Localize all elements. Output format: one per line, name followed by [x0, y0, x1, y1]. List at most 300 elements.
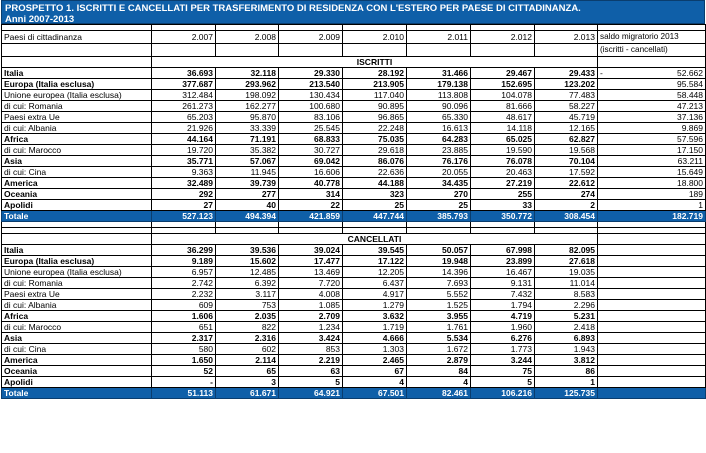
- table-row: [2, 68, 706, 79]
- value-cell: 3.632: [343, 311, 407, 322]
- title-line-1: PROSPETTO 1. ISCRITTI E CANCELLATI PER TRASFERIMENTO DI RESIDENZA CON L'ESTERO PER PAESE DI CITTADINANZA.: [5, 3, 581, 14]
- value-cell: 16.606: [279, 167, 343, 178]
- saldo-cell: [598, 178, 706, 189]
- value-cell: 13.469: [279, 267, 343, 278]
- total-value: 385.793: [407, 211, 471, 222]
- total-row: [2, 388, 706, 399]
- empty-cell: [598, 333, 706, 344]
- value-cell: 377.687: [152, 79, 216, 90]
- empty-cell: [598, 377, 706, 388]
- table-row: [2, 112, 706, 123]
- value-cell: 1.773: [471, 344, 535, 355]
- row-label: di cui: Cina: [2, 344, 152, 355]
- value-cell: 5: [279, 377, 343, 388]
- value-cell: 96.865: [343, 112, 407, 123]
- table-row: [2, 79, 706, 90]
- value-cell: 1.794: [471, 300, 535, 311]
- value-cell: 58.227: [535, 101, 598, 112]
- value-cell: 81.666: [471, 101, 535, 112]
- saldo-value: 47.213: [677, 101, 703, 111]
- value-cell: 2.035: [216, 311, 279, 322]
- table-row: [2, 90, 706, 101]
- value-cell: 69.042: [279, 156, 343, 167]
- value-cell: 2.742: [152, 278, 216, 289]
- value-cell: 2.418: [535, 322, 598, 333]
- table-row: [2, 245, 706, 256]
- saldo-value: 189: [688, 189, 703, 199]
- section-header-row: [2, 57, 706, 68]
- empty-cell: [598, 57, 706, 68]
- value-cell: 27.618: [535, 256, 598, 267]
- value-cell: 40.778: [279, 178, 343, 189]
- value-cell: 4.666: [343, 333, 407, 344]
- value-cell: 12.205: [343, 267, 407, 278]
- total-value: 447.744: [343, 211, 407, 222]
- value-cell: 1.761: [407, 322, 471, 333]
- value-cell: 4.917: [343, 289, 407, 300]
- value-cell: 30.727: [279, 145, 343, 156]
- value-cell: -: [152, 377, 216, 388]
- value-cell: 651: [152, 322, 216, 333]
- total-label: Totale: [2, 388, 152, 399]
- row-label: di cui: Albania: [2, 123, 152, 134]
- value-cell: 9.363: [152, 167, 216, 178]
- empty-cell: [598, 355, 706, 366]
- value-cell: 9.131: [471, 278, 535, 289]
- value-cell: 19.948: [407, 256, 471, 267]
- saldo-cell: [598, 79, 706, 90]
- value-cell: 84: [407, 366, 471, 377]
- empty-cell: [598, 300, 706, 311]
- value-cell: 65.203: [152, 112, 216, 123]
- value-cell: 39.545: [343, 245, 407, 256]
- total-value: 51.113: [152, 388, 216, 399]
- value-cell: 27.219: [471, 178, 535, 189]
- value-cell: 2.317: [152, 333, 216, 344]
- value-cell: 3.812: [535, 355, 598, 366]
- section-header-row: [2, 234, 706, 245]
- total-label: Totale: [2, 211, 152, 222]
- saldo-value: 57.596: [677, 134, 703, 144]
- table-row: [2, 156, 706, 167]
- header-year: 2.012: [471, 31, 535, 44]
- row-label: America: [2, 178, 152, 189]
- value-cell: 1.279: [343, 300, 407, 311]
- value-cell: 14.396: [407, 267, 471, 278]
- value-cell: 11.945: [216, 167, 279, 178]
- value-cell: 753: [216, 300, 279, 311]
- row-label: Paesi extra Ue: [2, 112, 152, 123]
- table-body: [2, 25, 706, 399]
- value-cell: 277: [216, 189, 279, 200]
- value-cell: 853: [279, 344, 343, 355]
- empty-cell: [598, 322, 706, 333]
- value-cell: 16.467: [471, 267, 535, 278]
- total-value: 125.735: [535, 388, 598, 399]
- saldo-cell: [598, 112, 706, 123]
- value-cell: 123.202: [535, 79, 598, 90]
- value-cell: 270: [407, 189, 471, 200]
- value-cell: 32.118: [216, 68, 279, 79]
- value-cell: 6.276: [471, 333, 535, 344]
- value-cell: 1.606: [152, 311, 216, 322]
- empty-cell: [598, 278, 706, 289]
- value-cell: 2.296: [535, 300, 598, 311]
- value-cell: 4: [343, 377, 407, 388]
- row-label: Italia: [2, 68, 152, 79]
- value-cell: 117.040: [343, 90, 407, 101]
- header-year: 2.007: [152, 31, 216, 44]
- value-cell: 25: [407, 200, 471, 211]
- row-label: di cui: Albania: [2, 300, 152, 311]
- empty-cell: [598, 311, 706, 322]
- saldo-value: 58.448: [677, 90, 703, 100]
- value-cell: 25.545: [279, 123, 343, 134]
- value-cell: 100.680: [279, 101, 343, 112]
- value-cell: 29.433: [535, 68, 598, 79]
- value-cell: 261.273: [152, 101, 216, 112]
- value-cell: 36.693: [152, 68, 216, 79]
- value-cell: 6.437: [343, 278, 407, 289]
- value-cell: 29.330: [279, 68, 343, 79]
- value-cell: 1.234: [279, 322, 343, 333]
- value-cell: 17.122: [343, 256, 407, 267]
- saldo-cell: [598, 134, 706, 145]
- table-row: [2, 178, 706, 189]
- value-cell: 31.466: [407, 68, 471, 79]
- value-cell: 23.899: [471, 256, 535, 267]
- row-label: Unione europea (Italia esclusa): [2, 90, 152, 101]
- value-cell: 15.602: [216, 256, 279, 267]
- table-row: [2, 145, 706, 156]
- value-cell: 2.879: [407, 355, 471, 366]
- saldo-value: 9.869: [681, 123, 703, 133]
- empty-cell: [598, 366, 706, 377]
- value-cell: 3.424: [279, 333, 343, 344]
- value-cell: 75.035: [343, 134, 407, 145]
- value-cell: 16.613: [407, 123, 471, 134]
- value-cell: 9.189: [152, 256, 216, 267]
- value-cell: 19.568: [535, 145, 598, 156]
- value-cell: 76.176: [407, 156, 471, 167]
- value-cell: 25: [343, 200, 407, 211]
- table-row: [2, 167, 706, 178]
- value-cell: 68.833: [279, 134, 343, 145]
- value-cell: 39.536: [216, 245, 279, 256]
- header-saldo-line-2: (iscritti - cancellati): [598, 44, 706, 57]
- value-cell: 1: [535, 377, 598, 388]
- value-cell: 3: [216, 377, 279, 388]
- row-label: Unione europea (Italia esclusa): [2, 267, 152, 278]
- value-cell: 6.392: [216, 278, 279, 289]
- total-value: 64.921: [279, 388, 343, 399]
- value-cell: 292: [152, 189, 216, 200]
- value-cell: 130.434: [279, 90, 343, 101]
- value-cell: 1.719: [343, 322, 407, 333]
- table-row: [2, 278, 706, 289]
- table-row: [2, 366, 706, 377]
- value-cell: 602: [216, 344, 279, 355]
- value-cell: 65: [216, 366, 279, 377]
- value-cell: 82.095: [535, 245, 598, 256]
- value-cell: 65.025: [471, 134, 535, 145]
- saldo-value: 18.800: [677, 178, 703, 188]
- saldo-value: 1: [698, 200, 703, 210]
- value-cell: 255: [471, 189, 535, 200]
- value-cell: 274: [535, 189, 598, 200]
- value-cell: 1.650: [152, 355, 216, 366]
- value-cell: 28.192: [343, 68, 407, 79]
- value-cell: 11.014: [535, 278, 598, 289]
- saldo-cell: [598, 123, 706, 134]
- value-cell: 3.244: [471, 355, 535, 366]
- value-cell: 86: [535, 366, 598, 377]
- value-cell: 198.092: [216, 90, 279, 101]
- value-cell: 22: [279, 200, 343, 211]
- table-title: [1, 0, 705, 24]
- value-cell: 1.085: [279, 300, 343, 311]
- table-row: [2, 311, 706, 322]
- total-value: 67.501: [343, 388, 407, 399]
- row-label: di cui: Marocco: [2, 322, 152, 333]
- value-cell: 23.885: [407, 145, 471, 156]
- value-cell: 75: [471, 366, 535, 377]
- value-cell: 12.485: [216, 267, 279, 278]
- saldo-cell: [598, 145, 706, 156]
- value-cell: 39.739: [216, 178, 279, 189]
- row-label: di cui: Marocco: [2, 145, 152, 156]
- value-cell: 22.248: [343, 123, 407, 134]
- header-year: 2.013: [535, 31, 598, 44]
- value-cell: 162.277: [216, 101, 279, 112]
- value-cell: 33.339: [216, 123, 279, 134]
- total-value: 350.772: [471, 211, 535, 222]
- value-cell: 2.114: [216, 355, 279, 366]
- value-cell: 5.534: [407, 333, 471, 344]
- table-row: [2, 256, 706, 267]
- value-cell: 22.612: [535, 178, 598, 189]
- value-cell: 95.870: [216, 112, 279, 123]
- value-cell: 8.583: [535, 289, 598, 300]
- value-cell: 5.552: [407, 289, 471, 300]
- value-cell: 3.117: [216, 289, 279, 300]
- table-row: [2, 355, 706, 366]
- value-cell: 17.592: [535, 167, 598, 178]
- value-cell: 29.467: [471, 68, 535, 79]
- header-row: [2, 31, 706, 44]
- value-cell: 44.164: [152, 134, 216, 145]
- value-cell: 36.299: [152, 245, 216, 256]
- value-cell: 323: [343, 189, 407, 200]
- table-row: [2, 267, 706, 278]
- row-label: Asia: [2, 156, 152, 167]
- table-row: [2, 377, 706, 388]
- header-country-label: Paesi di cittadinanza: [2, 31, 152, 44]
- value-cell: 6.957: [152, 267, 216, 278]
- total-value: 82.461: [407, 388, 471, 399]
- value-cell: 104.078: [471, 90, 535, 101]
- row-label: Oceania: [2, 366, 152, 377]
- row-label: Africa: [2, 134, 152, 145]
- value-cell: 1.672: [407, 344, 471, 355]
- header-saldo-line-1: saldo migratorio 2013: [598, 31, 706, 44]
- row-label: Italia: [2, 245, 152, 256]
- value-cell: 7.432: [471, 289, 535, 300]
- total-value: 527.123: [152, 211, 216, 222]
- row-label: Asia: [2, 333, 152, 344]
- value-cell: 113.808: [407, 90, 471, 101]
- header-year: 2.010: [343, 31, 407, 44]
- value-cell: 14.118: [471, 123, 535, 134]
- row-label: di cui: Romania: [2, 278, 152, 289]
- value-cell: 57.067: [216, 156, 279, 167]
- value-cell: 48.617: [471, 112, 535, 123]
- value-cell: 2.465: [343, 355, 407, 366]
- table-row: [2, 123, 706, 134]
- saldo-value: 15.649: [677, 167, 703, 177]
- value-cell: 1.960: [471, 322, 535, 333]
- saldo-value: 52.662: [677, 68, 703, 78]
- empty-cell: [2, 57, 152, 68]
- migration-table: [1, 24, 706, 399]
- total-value: 61.671: [216, 388, 279, 399]
- empty-cell: [598, 234, 706, 245]
- value-cell: 63: [279, 366, 343, 377]
- value-cell: 39.024: [279, 245, 343, 256]
- value-cell: 20.055: [407, 167, 471, 178]
- saldo-cell: [598, 101, 706, 112]
- total-value: 421.859: [279, 211, 343, 222]
- total-value: 106.216: [471, 388, 535, 399]
- value-cell: 314: [279, 189, 343, 200]
- row-label: Europa (Italia esclusa): [2, 256, 152, 267]
- value-cell: 152.695: [471, 79, 535, 90]
- value-cell: 5.231: [535, 311, 598, 322]
- row-label: Apolidi: [2, 377, 152, 388]
- value-cell: 44.188: [343, 178, 407, 189]
- saldo-cell: [598, 200, 706, 211]
- value-cell: 34.435: [407, 178, 471, 189]
- value-cell: 580: [152, 344, 216, 355]
- total-value: 494.394: [216, 211, 279, 222]
- row-label: Africa: [2, 311, 152, 322]
- value-cell: 65.330: [407, 112, 471, 123]
- empty-cell: [598, 267, 706, 278]
- empty-cell: [598, 388, 706, 399]
- saldo-cell: [598, 156, 706, 167]
- value-cell: 12.165: [535, 123, 598, 134]
- value-cell: 40: [216, 200, 279, 211]
- saldo-value: 37.136: [677, 112, 703, 122]
- total-saldo: 182.719: [598, 211, 706, 222]
- value-cell: 90.895: [343, 101, 407, 112]
- empty-cell: [598, 256, 706, 267]
- row-label: Europa (Italia esclusa): [2, 79, 152, 90]
- row-label: Paesi extra Ue: [2, 289, 152, 300]
- header-year: 2.009: [279, 31, 343, 44]
- value-cell: 29.618: [343, 145, 407, 156]
- value-cell: 19.035: [535, 267, 598, 278]
- section-title: CANCELLATI: [152, 234, 598, 245]
- value-cell: 2.316: [216, 333, 279, 344]
- value-cell: 2.232: [152, 289, 216, 300]
- value-cell: 50.057: [407, 245, 471, 256]
- value-cell: 90.096: [407, 101, 471, 112]
- table-row: [2, 344, 706, 355]
- value-cell: 4: [407, 377, 471, 388]
- value-cell: 21.926: [152, 123, 216, 134]
- title-line-2: Anni 2007-2013: [5, 14, 75, 25]
- row-label: di cui: Cina: [2, 167, 152, 178]
- value-cell: 19.720: [152, 145, 216, 156]
- value-cell: 3.955: [407, 311, 471, 322]
- saldo-cell: [598, 167, 706, 178]
- table-row: [2, 134, 706, 145]
- value-cell: 70.104: [535, 156, 598, 167]
- saldo-cell: [598, 68, 706, 79]
- saldo-cell: [598, 189, 706, 200]
- row-label: di cui: Romania: [2, 101, 152, 112]
- value-cell: 213.905: [343, 79, 407, 90]
- total-row: [2, 211, 706, 222]
- value-cell: 19.590: [471, 145, 535, 156]
- value-cell: 22.636: [343, 167, 407, 178]
- empty-cell: [598, 289, 706, 300]
- saldo-value: 95.584: [677, 79, 703, 89]
- value-cell: 35.771: [152, 156, 216, 167]
- value-cell: 1.943: [535, 344, 598, 355]
- value-cell: 62.827: [535, 134, 598, 145]
- header-year: 2.008: [216, 31, 279, 44]
- row-label: Apolidi: [2, 200, 152, 211]
- value-cell: 67: [343, 366, 407, 377]
- value-cell: 20.463: [471, 167, 535, 178]
- value-cell: 64.283: [407, 134, 471, 145]
- saldo-value: 63.211: [677, 156, 703, 166]
- value-cell: 609: [152, 300, 216, 311]
- header-row-2: [2, 44, 706, 57]
- table-row: [2, 322, 706, 333]
- value-cell: 17.477: [279, 256, 343, 267]
- row-label: Oceania: [2, 189, 152, 200]
- value-cell: 4.719: [471, 311, 535, 322]
- value-cell: 35.382: [216, 145, 279, 156]
- table-row: [2, 189, 706, 200]
- value-cell: 1.525: [407, 300, 471, 311]
- empty-cell: [2, 234, 152, 245]
- value-cell: 86.076: [343, 156, 407, 167]
- value-cell: 27: [152, 200, 216, 211]
- value-cell: 67.998: [471, 245, 535, 256]
- value-cell: 312.484: [152, 90, 216, 101]
- value-cell: 52: [152, 366, 216, 377]
- table-row: [2, 101, 706, 112]
- value-cell: 4.008: [279, 289, 343, 300]
- value-cell: 7.693: [407, 278, 471, 289]
- empty-cell: [598, 344, 706, 355]
- statistics-sheet: [1, 0, 705, 399]
- value-cell: 2: [535, 200, 598, 211]
- table-row: [2, 333, 706, 344]
- empty-cell: [598, 245, 706, 256]
- value-cell: 33: [471, 200, 535, 211]
- value-cell: 1.303: [343, 344, 407, 355]
- value-cell: 213.540: [279, 79, 343, 90]
- table-row: [2, 200, 706, 211]
- value-cell: 7.720: [279, 278, 343, 289]
- total-value: 308.454: [535, 211, 598, 222]
- table-row: [2, 289, 706, 300]
